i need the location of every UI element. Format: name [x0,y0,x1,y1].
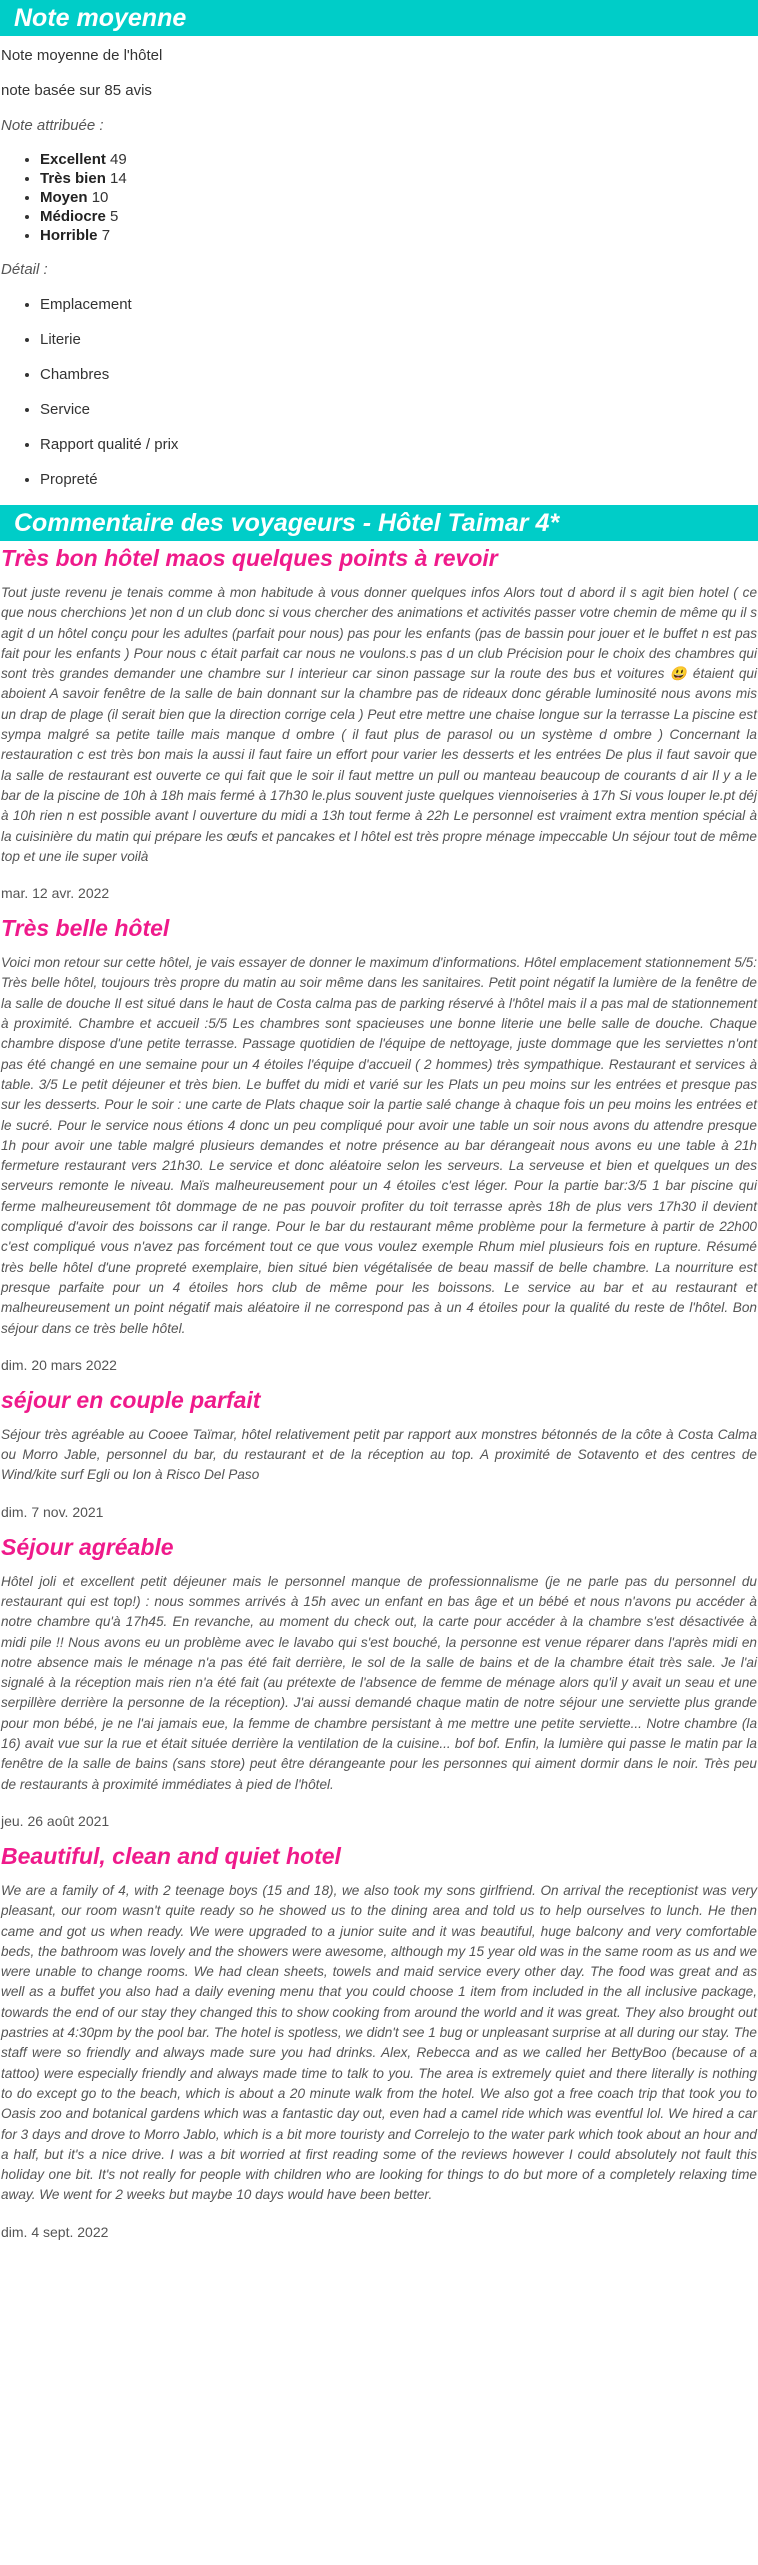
review-date: dim. 7 nov. 2021 [1,1503,104,1520]
review-body: Tout juste revenu je tenais comme à mon habitude à vous donner quelques infos Alors tout d abord il s agit bien hotel ( ce que nous cherchions )et non d un club donc si vous chercher des animations et activités passer votre chemin de même qu il s agit d un hôtel conçu pour les adultes (parfait pour nous) pas pour les enfants (pas de bassin pour jouer et le buffet n est pas fait pour les enfants ) Pour nous c était parfait car nous ne voulons.s pas d un club Précision pour le choix des chambres qui sont très grandes demander une chambre sur l interieur car sinon passage sur la route des bus et voitures 😃 étaient qui aboient A savoir fenêtre de la salle de bain donnant sur la chambre pas de rideaux donc gérable luminosité nous avons mis un drap de plage (il serait bien que la direction corrige cela ) Peut etre mettre une chaise longue sur la terrasse La piscine est sympa malgré sa petite taille mais manque d ombre ( il faut plus de parasol ou un système d ombre ) Concernant la restauration c est très bon mais la aussi il faut faire un effort pour varier les desserts et les entrées De plus il faut savoir que la salle de restaurant est ouverte ce qui fait que le soir il faut mettre un pull ou manteau beaucoup de courants d air Il y a le bar de la piscine de 10h à 18h mais fermé à 17h30 le.plus souvent juste quelques viennoiseries à 17h Si vous louper le.pt déj à 10h rien n est possible avant l ouverture du midi a 13h tout ferme à 22h Le personnel est vraiment extra mention spécial à la cuisinière du matin qui prépare les œufs et pancakes et l hôtel est très propre ménage impeccable Un séjour tout de même top et une ile super voilà [1,585,757,864]
rating-item [40,207,758,226]
rating-label-moyen: Moyen [40,189,88,206]
review-body: We are a family of 4, with 2 teenage boys (15 and 18), we also took my sons girlfriend. On arrival the receptionist was very pleasant, our room wasn't quite ready so he showed us to the dining area and told us to help ourselves to lunch. He then came and got us when ready. We were upgraded to a junior suite and it was beautiful, huge balcony and very comfortable beds, the bathroom was lovely and the showers were awesome, although my 15 year old was in the same room as us and we were unable to change rooms. We had clean sheets, towels and maid service every other day. The food was great and as well as a buffet you also had a daily evening menu that you could choose 1 item from included in the all inclusive package, towards the end of our stay they changed this to show cooking from around the world and it was great. They also brought out pastries at 4:30pm by the pool bar. The hotel is spotless, we didn't see 1 bug or unpleasant surprise at all during our stay. The staff were so friendly and always made sure you had drinks. Alex, Rebecca and as we called her BettyBoo (because of a tattoo) were especially friendly and always made time to talk to you. The area is extremely quiet and there literally is nothing to do except go to the beach, which is about a 20 minute walk from the hotel. We also got a free coach trip that took you to Oasis zoo and botanical gardens which was a fantastic day out, even had a camel ride which was eventful lol. We hired a car for 3 days and drove to Morro Jablo, which is a bit more touristy and Correlejo to the water park which took about an hour and a half, but it's a nice drive. I was a bit worried at first reading some of the reviews however I could absolutely not fault this holiday one bit. It's not really for people with children who are looking for things to do but more of a completely relaxing time away. We went for 2 weeks but maybe 10 days would have been better. [1,1882,757,2203]
reviews-count: note basée sur 85 avis [1,82,152,99]
rating-count: 10 [91,189,109,206]
rating-item [40,150,758,169]
detail-list [0,295,758,490]
review-date: mar. 12 avr. 2022 [1,885,110,902]
review-item [0,1375,758,1522]
review-item [0,1831,758,2242]
detail-item: • Literie [40,330,758,350]
rating-item [40,169,758,188]
note-section-title: Note moyenne [0,0,758,36]
rating-count: 49 [110,151,127,168]
detail-item: • Service [40,400,758,420]
review-date: dim. 20 mars 2022 [1,1356,117,1373]
review-body: Hôtel joli et excellent petit déjeuner mais le personnel manque de professionnalisme (je ne parle pas du personnel du restaurant qui est top!) : nous sommes arrivés à 15h avec un enfant en bas âge et un bébé et nous n'avons pu accéder à notre chambre qu'à 17h45. En revanche, au moment du check out, la carte pour accéder à la chambre s'est désactivée à midi pile !! Nous avons eu un problème avec le lavabo qui s'est bouché, la personne est venue réparer dans l'après midi en notre absence mais le ménage n'a pas été fait derrière, le sol de la salle de bains et de la chambre était très sale. Je l'ai signalé à la réception mais rien n'a été fait (au prétexte de l'absence de femme de ménage alors qu'il y avait un seau et une serpillère derrière la personne de la réception). J'ai aussi demandé chaque matin de notre séjour une serviette plus grande pour mon bébé, je ne l'ai jamais eue, la femme de chambre persistant à me mettre une petite serviette... Notre chambre (la 16) avait vue sur la rue et était située derrière la ventilation de la cuisine... bof bof. Enfin, la lumière qui passe le matin par la fenêtre de la salle de bains (sans store) peut être dérangeante pour les personnes qui aiment dormir dans le noir. Très peu de restaurants à proximité immédiates à pied de l'hôtel. [1,1573,757,1792]
reviews-section-title: Commentaire des voyageurs - Hôtel Taimar 4* [0,505,758,541]
rating-label-horrible: Horrible [40,227,98,244]
review-body: Voici mon retour sur cette hôtel, je vais essayer de donner le maximum d'informations. Hôtel emplacement stationnement 5/5: Très belle hôtel, toujours très propre du matin au soir même dans les sanitaires. Petit point négatif la lumière de la fenêtre de la salle de douche Il est situé dans le haut de Costa calma pas de parking réservé à l'hôtel mais il a pas mal de stationnement à proximité. Chambre et accueil :5/5 Les chambres sont spacieuses une bonne literie une belle salle de douche. Chaque chambre dispose d'une petite terrasse. Passage quotidien de l'équipe de nettoyage, juste dommage que les serviettes n'ont pas été changé en une semaine pour un 4 étoiles l'équipe d'accueil ( 2 hommes) très sympathique. Restaurant et services à table. 3/5 Le petit déjeuner et très bien. Le buffet du midi et varié sur les Plats un peu moins sur les entrées et presque pas sur les desserts. Pour le soir : une carte de Plats chaque soir la partie salé change à chaque fois un peu moins les entrées et le sucré. Pour le service nous étions 4 donc un peu compliqué pour avoir une table un soir nous avons du attendre presque 1h pour avoir une table malgré plusieurs demandes et notre présence au bar dérangeait nous avons eu une table à 21h fermeture restaurant vers 21h30. Le service et donc aléatoire selon les serveurs. La serveuse et bien et quelques un des serveurs remonte le niveau. Maïs malheureusement pour un 4 étoiles c'est léger. Pour la partie bar:3/5 1 bar piscine qui ferme malheureusement tôt dommage de ne pas pouvoir profiter du toit terrasse après 18h de plus vers 17h30 il devient compliqué d'avoir des boissons car il range. Pour le bar du restaurant même problème pour la fermeture à partir de 22h00 c'est compliqué vous n'avez pas forcément tout ce que vous voulez exemple Rhum miel plusieurs fois en rupture. Résumé très belle hôtel d'une propreté exemplaire, bien situé bien végétalisée de beau massif de belle chambre. La nourriture est presque parfaite pour un 4 étoiles hors club de même pour les boissons. Le service au bar et au restaurant et malheureusement un point négatif mais aléatoire il ne correspond pas à un 4 étoiles pour la qualité du reste de l'hôtel. Bon séjour dans ce très belle hôtel. [1,955,757,1336]
rating-item [40,188,758,207]
rating-count: 5 [110,208,119,225]
review-item [0,903,758,1375]
review-title: séjour en couple parfait [1,1386,261,1413]
note-section [0,0,758,490]
rating-label-excellent: Excellent [40,151,106,168]
rating-item [40,226,758,245]
review-date: jeu. 26 août 2021 [1,1812,110,1829]
detail-item: • Emplacement [40,295,758,315]
review-item [0,541,758,903]
detail-item: • Propreté [40,470,758,490]
rating-list [0,150,758,245]
review-title: Très bon hôtel maos quelques points à revoir [1,545,498,571]
rating-label-tres-bien: Très bien [40,170,106,187]
review-body: Séjour très agréable au Cooee Taïmar, hôtel relativement petit par rapport aux monstres bétonnés de la côte à Costa Calma ou Morro Jable, personnel du bar, du restaurant et de la réception au top. A proximité de Sotavento et des centres de Wind/kite surf Egli ou Ion à Risco Del Paso [1,1426,757,1483]
review-title: Très belle hôtel [1,915,170,942]
rating-count: 7 [101,227,111,244]
detail-label: Détail : [1,261,48,278]
rating-label-mediocre: Médiocre [40,208,106,225]
reviews-list [0,541,758,2242]
rating-count: 14 [110,170,127,187]
detail-item: • Chambres [40,365,758,385]
review-title: Beautiful, clean and quiet hotel [1,1842,341,1869]
detail-item: • Rapport qualité / prix [40,435,758,455]
review-title: Séjour agréable [1,1533,174,1560]
rating-label: Note attribuée : [1,117,104,134]
review-date: dim. 4 sept. 2022 [1,2223,109,2240]
review-item [0,1522,758,1831]
average-label: Note moyenne de l'hôtel [1,47,163,64]
